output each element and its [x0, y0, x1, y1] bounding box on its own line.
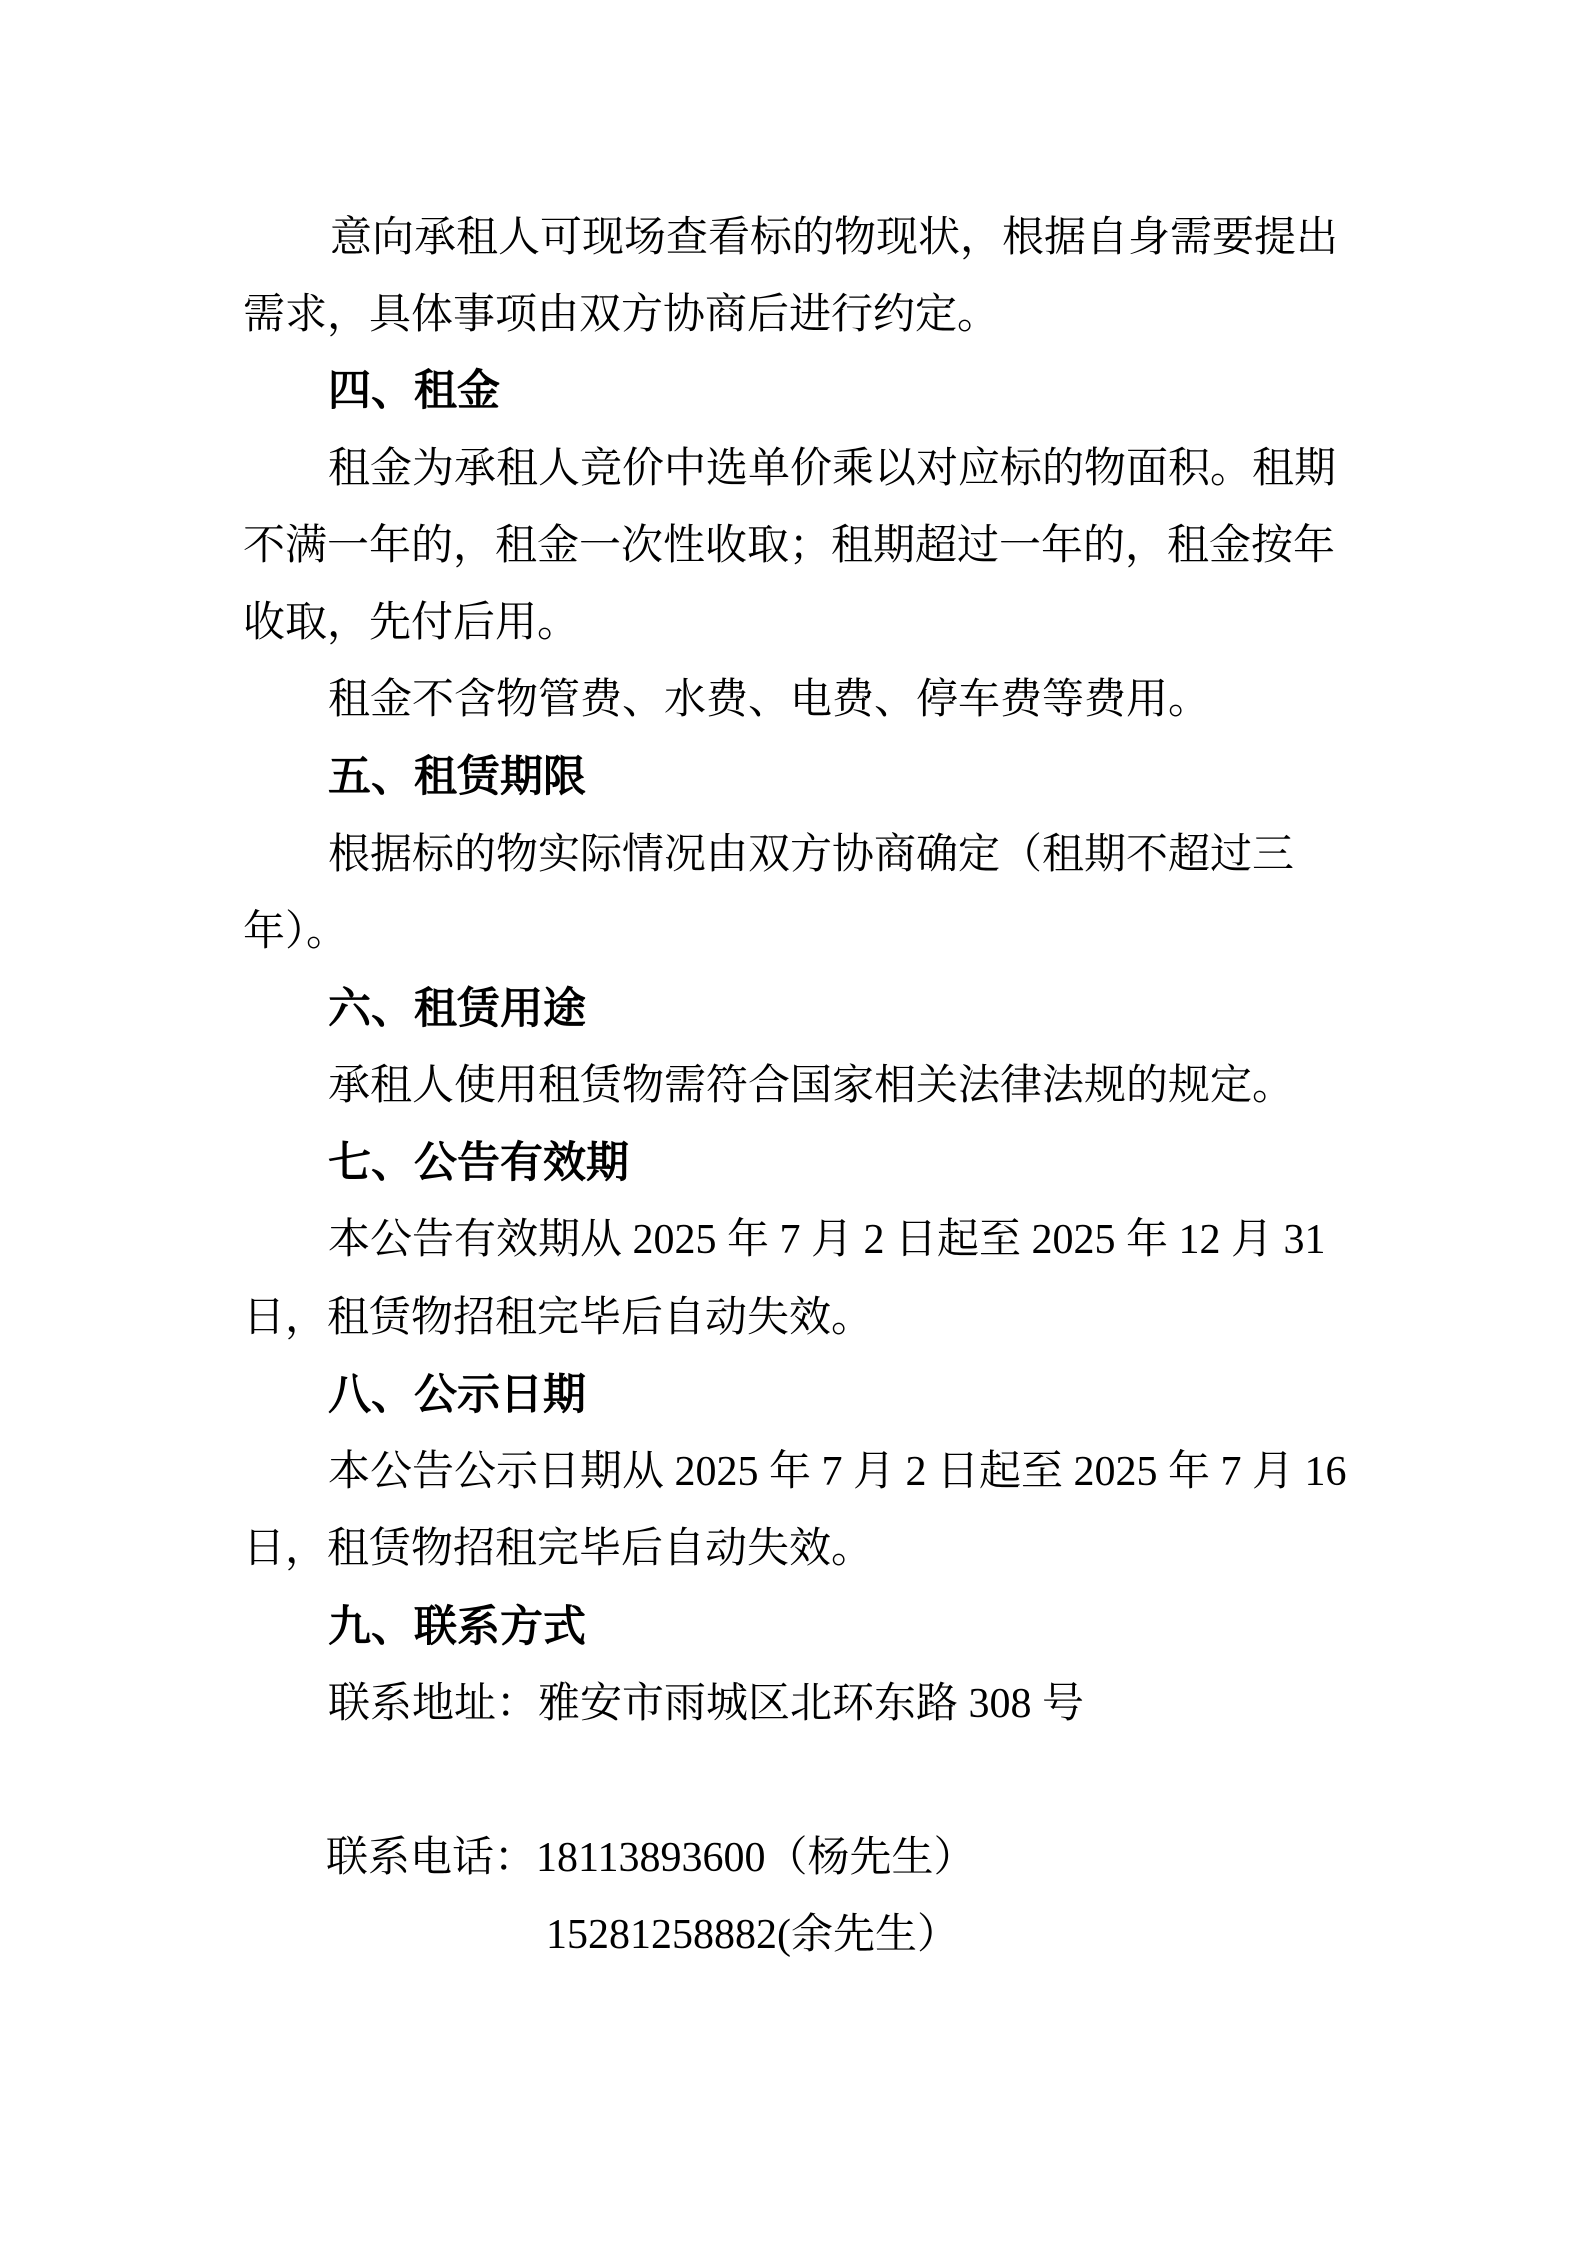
section-heading-lease-term: 五、租赁期限	[328, 753, 586, 801]
paragraph-line: 租金不含物管费、水费、电费、停车费等费用。	[328, 677, 1211, 723]
section-heading-rent: 四、租金	[328, 367, 500, 415]
contact-phone-line-2: 15281258882(余先生）	[546, 1912, 959, 1958]
paragraph-line: 根据标的物实际情况由双方协商确定（租期不超过三	[328, 832, 1295, 878]
contact-phone-line-1: 联系电话：18113893600（杨先生）	[326, 1835, 976, 1881]
paragraph-line: 意向承租人可现场查看标的物现状，根据自身需要提出	[330, 215, 1339, 261]
section-heading-lease-use: 六、租赁用途	[328, 985, 586, 1033]
contact-address-line: 联系地址：雅安市雨城区北环东路 308 号	[328, 1681, 1085, 1727]
paragraph-line: 需求，具体事项由双方协商后进行约定。	[243, 292, 1000, 338]
paragraph-line: 租金为承租人竞价中选单价乘以对应标的物面积。租期	[328, 446, 1337, 492]
paragraph-line: 本公告有效期从 2025 年 7 月 2 日起至 2025 年 12 月 31	[328, 1217, 1326, 1263]
paragraph-line: 日，租赁物招租完毕后自动失效。	[243, 1526, 874, 1572]
section-heading-validity: 七、公告有效期	[328, 1139, 629, 1187]
paragraph-line: 收取，先付后用。	[243, 600, 580, 646]
paragraph-line: 不满一年的，租金一次性收取；租期超过一年的，租金按年	[243, 523, 1336, 569]
paragraph-line: 承租人使用租赁物需符合国家相关法律法规的规定。	[328, 1063, 1295, 1109]
section-heading-contact: 九、联系方式	[328, 1603, 586, 1651]
paragraph-line: 本公告公示日期从 2025 年 7 月 2 日起至 2025 年 7 月 16	[328, 1449, 1347, 1495]
section-heading-publicity-date: 八、公示日期	[328, 1371, 586, 1419]
paragraph-line: 日，租赁物招租完毕后自动失效。	[243, 1295, 874, 1341]
paragraph-line: 年）。	[243, 909, 349, 955]
